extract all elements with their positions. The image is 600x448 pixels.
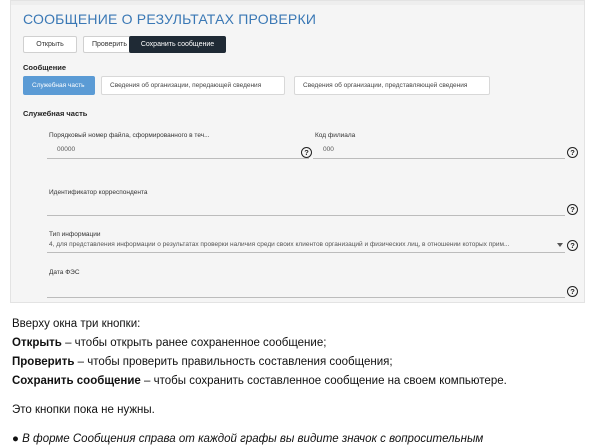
- form-panel: [10, 0, 585, 303]
- open-button[interactable]: Открыть: [23, 36, 77, 53]
- file-number-help-icon[interactable]: ?: [301, 147, 312, 158]
- save-explanation-line: [12, 375, 507, 387]
- check-explanation-line: [12, 356, 393, 368]
- open-term: Открыть: [12, 337, 62, 349]
- fes-date-underline: [47, 297, 565, 298]
- info-type-underline: [47, 252, 565, 253]
- correspondent-id-label: Идентификатор корреспондента: [49, 189, 148, 196]
- info-type-help-icon[interactable]: ?: [567, 240, 578, 251]
- branch-code-underline: [313, 158, 565, 159]
- check-button[interactable]: Проверить: [83, 36, 135, 53]
- open-description: – чтобы открыть ранее сохраненное сообщение;: [61, 337, 327, 349]
- top-strip: [11, 1, 584, 5]
- intro-text: Вверху окна три кнопки:: [12, 318, 141, 330]
- open-explanation-line: [12, 337, 326, 349]
- check-description: – чтобы проверить правильность составления сообщения;: [74, 356, 393, 368]
- branch-code-label: Код филиала: [315, 132, 356, 139]
- info-type-select[interactable]: 4, для представления информации о результатах проверки наличия среди своих клиентов организаций и физических лиц, в отношении которых прим...: [49, 241, 510, 248]
- file-number-underline: [47, 158, 309, 159]
- tab-sending-organization[interactable]: Сведения об организации, передающей сведения: [101, 76, 285, 95]
- save-description: – чтобы сохранить составленное сообщение на своем компьютере.: [140, 375, 507, 387]
- branch-code-help-icon[interactable]: ?: [567, 147, 578, 158]
- file-number-input[interactable]: 00000: [57, 146, 76, 153]
- form-title: СООБЩЕНИЕ О РЕЗУЛЬТАТАХ ПРОВЕРКИ: [23, 11, 317, 27]
- chevron-down-icon[interactable]: [557, 243, 563, 247]
- check-term: Проверить: [12, 356, 75, 368]
- bullet-text: ● В форме Сообщения справа от каждой графы вы видите значок с вопросительным: [12, 433, 484, 445]
- section-message-heading: Сообщение: [23, 63, 67, 72]
- save-term: Сохранить сообщение: [12, 375, 141, 387]
- correspondent-id-help-icon[interactable]: ?: [567, 204, 578, 215]
- tab-reporting-organization[interactable]: Сведения об организации, представляющей сведения: [294, 76, 490, 95]
- fes-date-help-icon[interactable]: ?: [567, 286, 578, 297]
- section-service-heading: Служебная часть: [23, 109, 88, 118]
- info-type-label: Тип информации: [49, 231, 101, 238]
- file-number-label: Порядковый номер файла, сформированного в теч...: [49, 132, 210, 139]
- note-text: Это кнопки пока не нужны.: [12, 404, 155, 416]
- save-message-button[interactable]: Сохранить сообщение: [129, 36, 226, 53]
- tab-service-part[interactable]: Служебная часть: [23, 76, 95, 95]
- fes-date-label: Дата ФЭС: [49, 269, 80, 276]
- branch-code-input[interactable]: 000: [323, 146, 334, 153]
- correspondent-id-underline: [47, 215, 565, 216]
